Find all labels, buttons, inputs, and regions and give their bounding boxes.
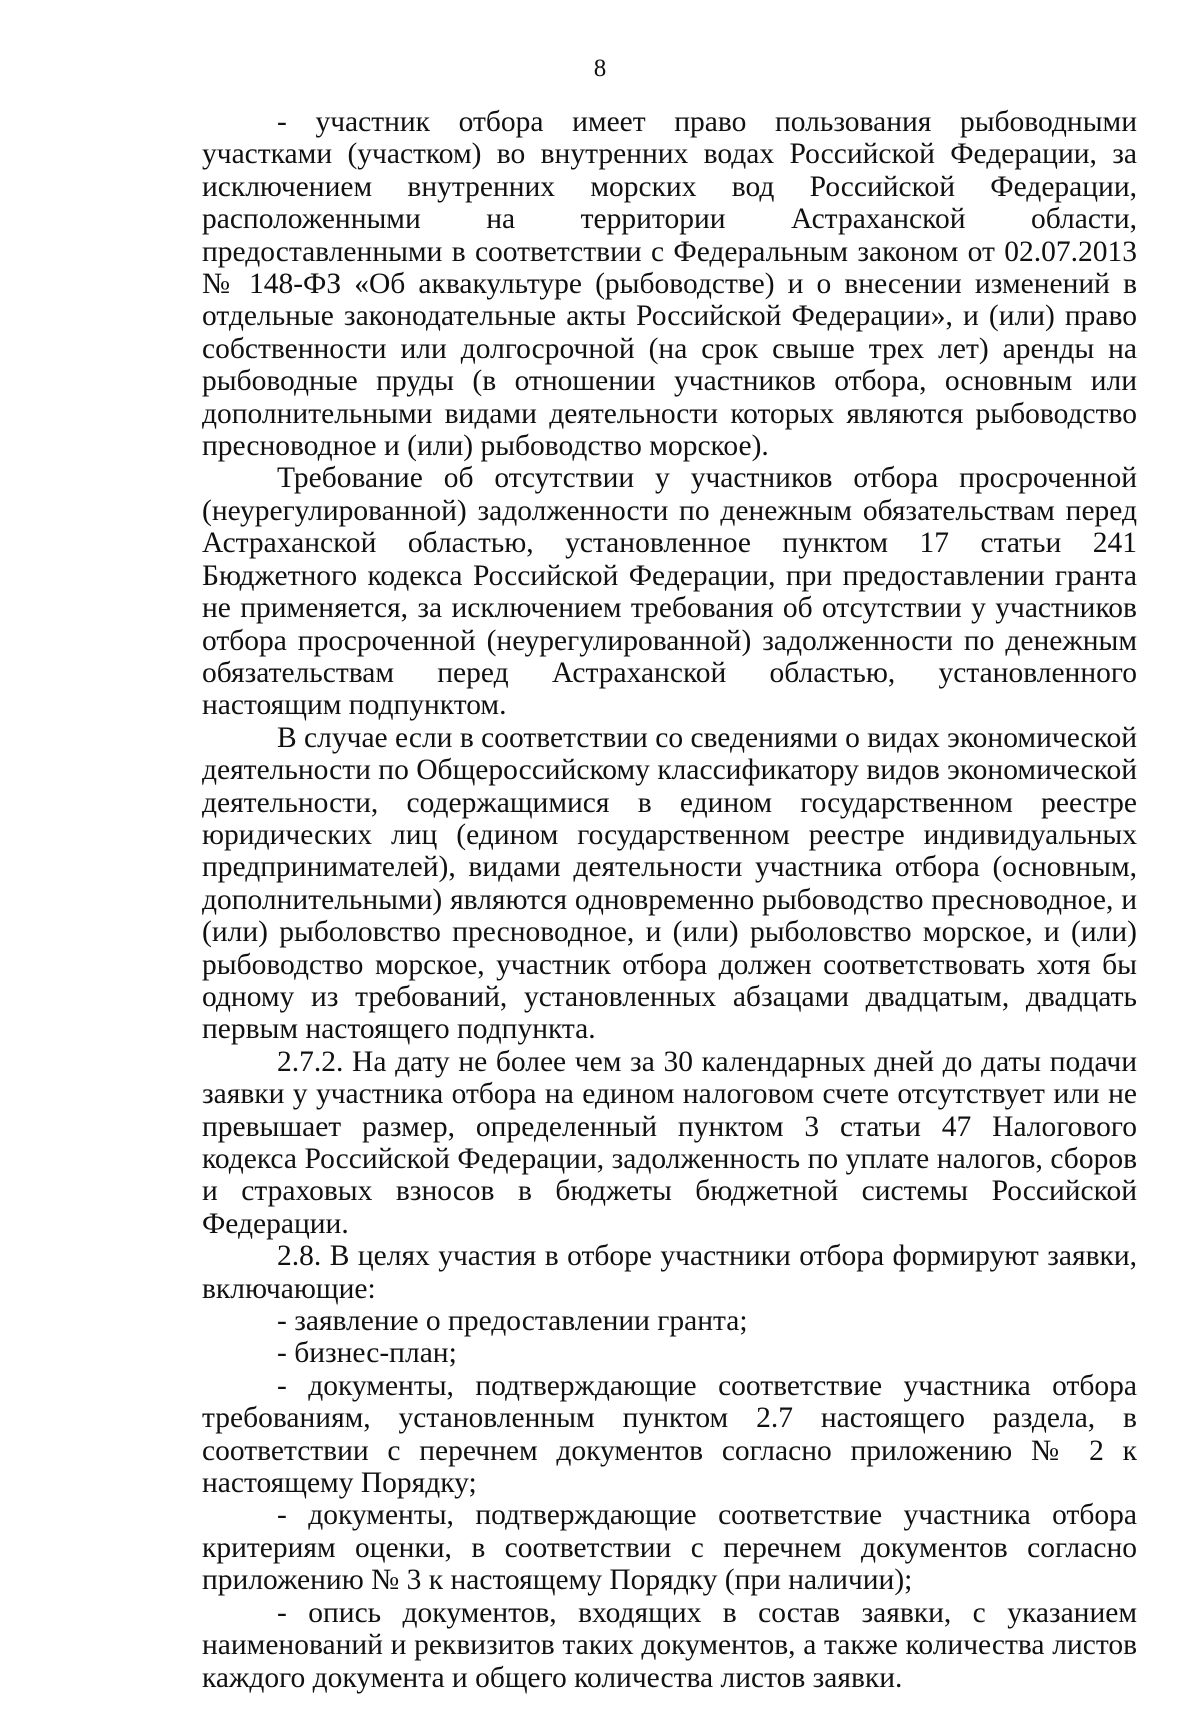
paragraph-debt-requirement: Требование об отсутствии у участников отбора просроченной (неурегулированной) задолженности по денежным обязательствам перед Астраханской областью, установленное пунктом 17 статьи 241 Бюджетного кодекса Российской Федерации, при предоставлении гранта не применяется, за исключением требования об отсутствии у участников отбора просроченной (неурегулированной) задолженности по денежным обязательствам перед Астраханской областью, установленного настоящим подпунктом.: [202, 462, 1137, 722]
page-number: 8: [593, 55, 607, 82]
paragraph-2-7-2: 2.7.2. На дату не более чем за 30 календарных дней до даты подачи заявки у участника отбора на едином налоговом счете отсутствует или не превышает размер, определенный пунктом 3 статьи 47 Налогового кодекса Российской Федерации, задолженность по уплате налогов, сборов и страховых взносов в бюджеты бюджетной системы Российской Федерации.: [202, 1045, 1137, 1240]
list-item-document-inventory: - опись документов, входящих в состав заявки, с указанием наименований и реквизитов таких документов, а также количества листов каждого документа и общего количества листов заявки.: [202, 1596, 1137, 1694]
paragraph-2-8: 2.8. В целях участия в отборе участники отбора формируют заявки, включающие:: [202, 1240, 1137, 1305]
list-item-grant-application: - заявление о предоставлении гранта;: [277, 1305, 748, 1338]
paragraph-activity-types: В случае если в соответствии со сведениями о видах экономической деятельности по Общероссийскому классификатору видов экономической деятельности, содержащимися в едином государственном реестре юридических лиц (едином государственном реестре индивидуальных предпринимателей), видами деятельности участника отбора (основным, дополнительными) являются одновременно рыбоводство пресноводное, и (или) рыболовство пресноводное, и (или) рыболовство морское, и (или) рыбоводство морское, участник отбора должен соответствовать хотя бы одному из требований, установленных абзацами двадцатым, двадцать первым настоящего подпункта.: [202, 721, 1137, 1046]
list-item-criteria-documents: - документы, подтверждающие соответствие участника отбора критериям оценки, в соответствии с перечнем документов согласно приложению № 3 к настоящему Порядку (при наличии);: [202, 1499, 1137, 1597]
document-body: [202, 106, 1137, 1694]
paragraph-fishery-rights: - участник отбора имеет право пользования рыбоводными участками (участком) во внутренних водах Российской Федерации, за исключением внутренних морских вод Российской Федерации, расположенными на территории Астраханской области, предоставленными в соответствии с Федеральным законом от 02.07.2013 № 148-ФЗ «Об аквакультуре (рыбоводстве) и о внесении изменений в отдельные законодательные акты Российской Федерации», и (или) право собственности или долгосрочной (на срок свыше трех лет) аренды на рыбоводные пруды (в отношении участников отбора, основным или дополнительными видами деятельности которых являются рыбоводство пресноводное и (или) рыбоводство морское).: [202, 106, 1137, 463]
list-item-business-plan: - бизнес-план;: [277, 1337, 457, 1370]
list-item-compliance-documents: - документы, подтверждающие соответствие участника отбора требованиям, установленным пунктом 2.7 настоящего раздела, в соответствии с перечнем документов согласно приложению № 2 к настоящему Порядку;: [202, 1369, 1137, 1500]
